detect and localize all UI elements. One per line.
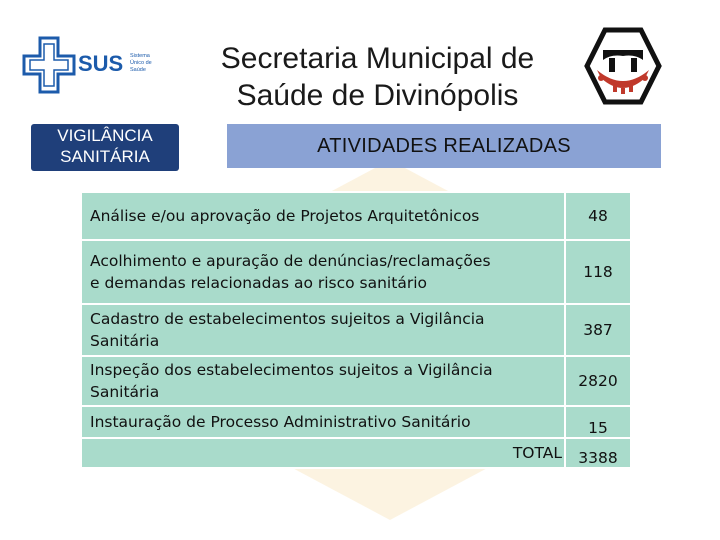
table-row xyxy=(81,240,631,304)
vigilancia-sanitaria-label: VIGILÂNCIA SANITÁRIA xyxy=(31,124,179,171)
activity-description: Instauração de Processo Administrativo Sanitário xyxy=(81,406,565,438)
title-line-2: Saúde de Divinópolis xyxy=(236,79,519,112)
activity-description: Análise e/ou aprovação de Projetos Arquitetônicos xyxy=(81,192,565,240)
sus-wordmark: SUS xyxy=(78,51,124,76)
sus-logo xyxy=(22,36,182,96)
activity-count: 387 xyxy=(565,304,631,356)
table-row xyxy=(81,304,631,356)
activity-count: 118 xyxy=(565,240,631,304)
table-row xyxy=(81,356,631,406)
activity-description: Inspeção dos estabelecimentos sujeitos a Vigilância Sanitária xyxy=(81,356,565,406)
table-row xyxy=(81,192,631,240)
sus-subtitle: Sistema Único de Saúde xyxy=(130,53,152,73)
divinopolis-coat-of-arms-icon xyxy=(583,26,663,106)
activity-count: 15 xyxy=(565,406,631,438)
activity-description: Acolhimento e apuração de denúncias/reclamações e demandas relacionadas ao risco sanitário xyxy=(81,240,565,304)
activity-count: 48 xyxy=(565,192,631,240)
table-row xyxy=(81,406,631,438)
total-value: 3388 xyxy=(565,438,631,468)
activity-description: Cadastro de estabelecimentos sujeitos a Vigilância Sanitária xyxy=(81,304,565,356)
title-line-1: Secretaria Municipal de xyxy=(220,42,535,75)
activity-count: 2820 xyxy=(565,356,631,406)
page-title xyxy=(180,40,575,114)
section-title: ATIVIDADES REALIZADAS xyxy=(227,124,661,168)
cross-icon xyxy=(22,36,76,94)
total-label: TOTAL xyxy=(81,438,565,468)
total-row xyxy=(81,438,631,468)
activities-table xyxy=(80,191,632,469)
